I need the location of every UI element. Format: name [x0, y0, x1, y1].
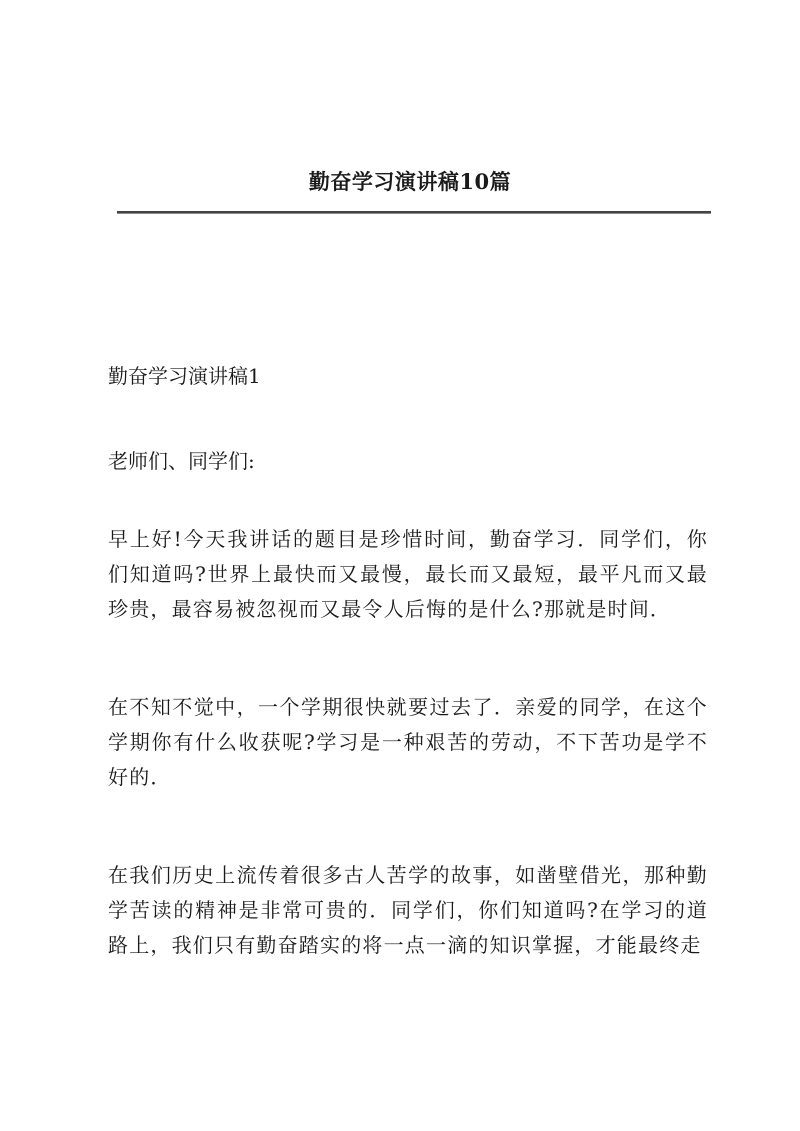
paragraph-3: 在我们历史上流传着很多古人苦学的故事，如凿壁借光，那种勤学苦读的精神是非常可贵的．同学们，你们知道吗?在学习的道路上，我们只有勤奋踏实的将一点一滴的知识掌握，才能最终走: [108, 863, 708, 957]
title-underline: [117, 211, 711, 214]
paragraph-2: 在不知不觉中，一个学期很快就要过去了．亲爱的同学，在这个学期你有什么收获呢?学习是一种艰苦的劳动，不下苦功是学不好的．: [108, 695, 708, 789]
paragraph-1: 早上好!今天我讲话的题目是珍惜时间，勤奋学习．同学们，你们知道吗?世界上最快而又最慢，最长而又最短，最平凡而又最珍贵，最容易被忽视而又最令人后悔的是什么?那就是时间．: [108, 527, 708, 621]
salutation: 老师们、同学们:: [108, 449, 255, 473]
section-heading: 勤奋学习演讲稿1: [108, 364, 261, 388]
document-title: 勤奋学习演讲稿10篇: [308, 169, 512, 194]
